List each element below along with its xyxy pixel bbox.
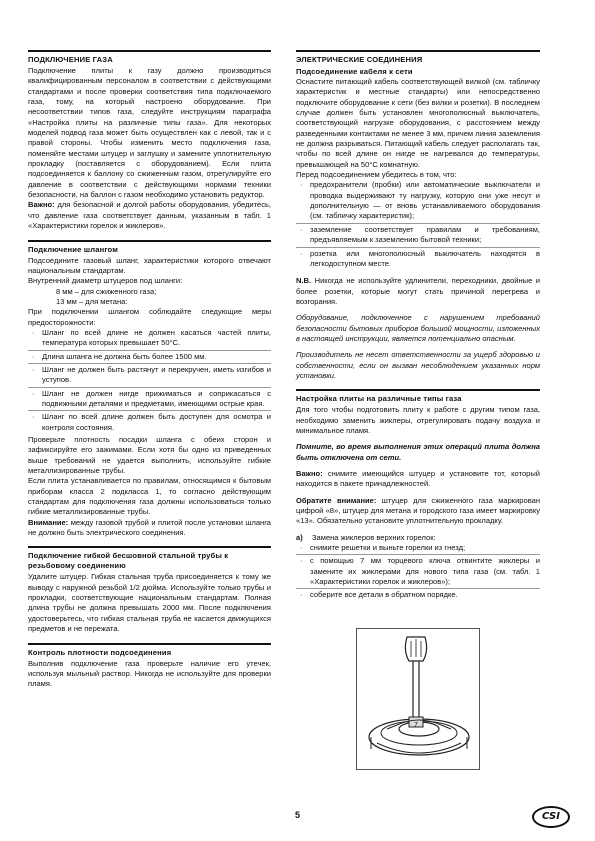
list-item: · Шланг по всей длине должен быть доступен для осмотра и контроля состояния. [28,412,271,434]
gas-pressure-note: Важно: для безопасной и долгой работы оборудования, убедитесь, что давление газа соответствует данным, указанным в табл. 1 «Характеристики горелок и жиклеров». [28,200,271,231]
nozzle-wrench-illustration [356,628,480,770]
class-2-text: Если плита устанавливается по правилам, относящимся к бытовым приборам класса 2 подкласса 1, то согласно действующим стандартам для подключения газа должны использоваться только гибкие металлизированные трубы. [28,476,271,517]
electrical-checks-list [296,180,540,270]
steel-pipe-heading: Подключение гибкой бесшовной стальной трубы к резьбовому соединению [28,546,271,571]
cable-text: Оснастите питающий кабель соответствующей вилкой (см. табличку характеристик и местные стандарты) или непосредственно подключите оборудование к сети (без вилки и розетки). В последнем случае должен быть установлен многополюсный выключатель, соответствующий нагрузке оборудования, с расстоянием между разведенными контактами не менее 3 мм, причем линия заземления не должна разрываться. Питающий кабель следует располагать так, чтобы по всей длине он нигде не нагревался до температуры, превышающей на 50°C комнатную. [296,77,540,169]
check-intro: Перед подсоединением убедитесь в том, что: [296,170,457,180]
cable-connection-heading: Подсоединение кабеля к сети [296,67,413,76]
precautions-intro: При подключении шлангом соблюдайте следующие меры предосторожности: [28,307,271,327]
hose-text: Подсоедините газовый шланг, характеристики которого отвечают национальным стандартам. [28,255,271,275]
left-column [28,50,271,690]
gas-type-heading: Настройка плиты на различные типы газа [296,389,540,404]
nb-note: N.B. Никогда не используйте удлинители, переходники, двойные и более розетки, которые могут стать причиной перегрева и возгорания. [296,276,540,306]
list-item: · соберите все детали в обратном порядке. [296,590,540,601]
gas-type-text: Для того чтобы подготовить плиту к работе с другим типом газа, необходимо заменить жиклеры, отрегулировать подачу воздуха и минимальное пламя. [296,405,540,435]
csi-logo: CSI [532,806,570,828]
list-item: · заземление соответствует правилам и требованиям, предъявляемым к заземлению бытовой техники; [296,225,540,248]
gas-connection-text: Подключение плиты к газу должно производиться квалифицированным персоналом в соответствии с действующими стандартами и после проверки соответствия типа подключаемого газа, тому, на который настроено оборудование. При несоответствии типов газа, следуйте инструкциям параграфа «Настройка плиты на различные типы газа». Для некоторых моделей подвод газа может быть осуществлен как с левой, так и с правой стороны. Чтобы изменить место подключения газа, поменяйте местами штуцер и заглушку и замените уплотнительную прокладку (поставляется с оборудованием). Если плита подсоединяется к баллону со сжиженным газом, отрегулируйте его давление в соответствии с действующими нормами техники безопасности, на баллон с газом необходимо установить редуктор. [28,66,271,200]
step-a: a) Замена жиклеров верхних горелок: [296,532,436,542]
wrench-burner-drawing [357,629,479,769]
disconnect-warning: Помните, во время выполнения этих операций плита должна быть отключена от сети. [296,442,540,462]
nozzle-steps-list [296,543,540,602]
hose-connection-heading: Подключение шлангом [28,240,271,255]
fitting-note: Важно: снимите имеющийся штуцер и установите тот, который находится в пакете принадлежностей. [296,469,540,489]
list-item: · с помощью 7 мм торцевого ключа отвинтите жиклеры и замените их жиклерами для нового типа газа (см. табл. 1 «Характеристики горелок и жиклеров»); [296,556,540,589]
steel-pipe-text: Удалите штуцер. Гибкая стальная труба присоединяется к тому же выводу с наружной резьбой 1/2 дюйма. Используйте только трубы и прокладки, соответствующие национальным стандартам. Полная длина трубы не должна превышать 2000 мм. После подключения удостоверьтесь, что гибкая стальная труба не касается движущихся предметов и не пережата. [28,572,271,634]
electrical-heading: ЭЛЕКТРИЧЕСКИЕ СОЕДИНЕНИЯ [296,50,540,65]
leak-check-text: Выполнив подключение газа проверьте наличие его утечек, используя мыльный раствор. Никогда не используйте для проверки пламя. [28,658,271,689]
wrench-size-label: 7 [414,722,418,729]
warning-text: Внимание: между газовой трубой и плитой после установки шланга не должно быть электрического соединения. [28,517,271,538]
list-item: · Шланг не должен нигде прижиматься и соприкасаться с подвижными деталями и предметами, имеющими острые края. [28,389,271,412]
diameter-text: Внутренний диаметр штуцеров под шланги: [28,276,183,286]
diameter-lpg: 8 мм – для сжиженного газа; [56,286,157,296]
marking-note: Обратите внимание: штуцер для сжиженного газа маркирован цифрой «8», штуцер для метана и городского газа имеет маркировку «13». Обязательно установите уплотнительную прокладку. [296,495,540,526]
list-item: · Шланг по всей длине не должен касаться частей плиты, температура которых превышает 50°C. [28,328,271,351]
page-number: 5 [294,810,300,820]
hose-check-text: Проверьте плотность посадки шланга с обеих сторон и зафиксируйте его зажимами. Если хотя бы одно из приведенных выше требований не удается выполнить, используйте гибкие металлизированные трубы. [28,435,271,476]
leak-check-heading: Контроль плотности подсоединения [28,643,271,658]
list-item: · предохранители (пробки) или автоматические выключатели и проводка выдерживают ту нагрузку, которую они уже несут и дополнительную — от вновь устанавливаемого оборудования (см. табличку характеристик); [296,180,540,223]
right-column [296,50,540,603]
list-item: · снимите решетки и выньте горелки из гнезд; [296,543,540,555]
gas-connection-heading: ПОДКЛЮЧЕНИЕ ГАЗА [28,50,271,65]
list-item: · Длина шланга не должна быть более 1500 мм. [28,352,271,364]
diameter-methane: 13 мм – для метана: [56,296,128,306]
liability-note: Производитель не несет ответственности за ущерб здоровью и собственности, если он вызван несоблюдением указанных норм установки. [296,350,540,380]
list-item: · Шланг не должен быть растянут и перекручен, иметь изгибов и уступов. [28,365,271,388]
hose-precautions-list [28,328,271,434]
danger-note: Оборудование, подключенное с нарушением требований безопасности бытовых приборов большой мощности, изложенных в настоящей инструкции, является потенциально опасным. [296,313,540,343]
list-item: · розетка или многополюсный выключатель находятся в легкодоступном месте. [296,249,540,271]
